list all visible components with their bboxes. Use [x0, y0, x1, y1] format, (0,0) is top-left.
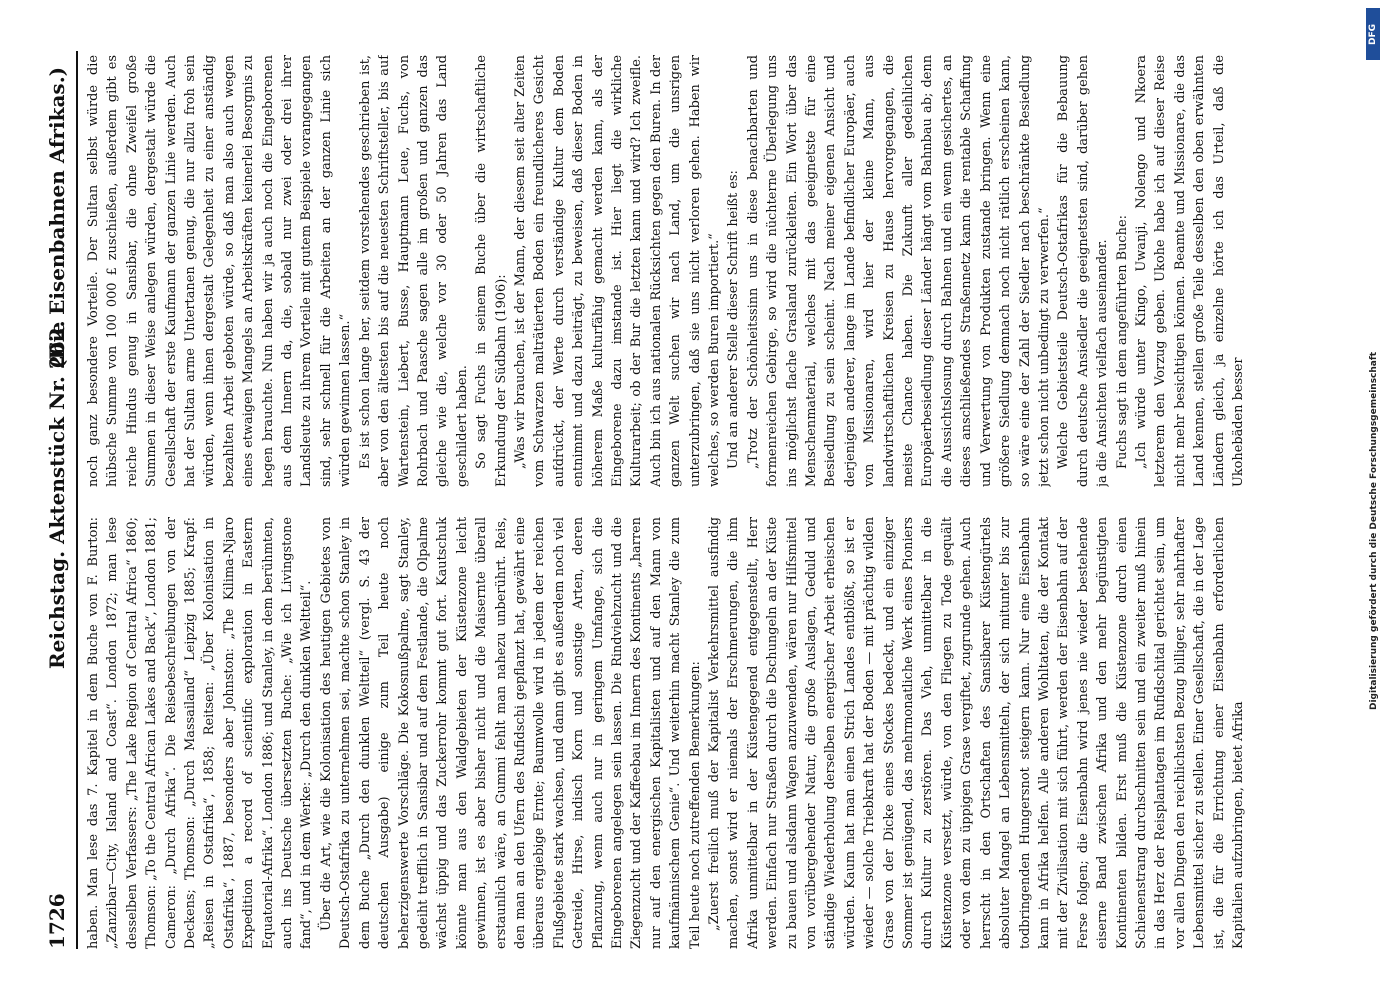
paragraph: „Trotz der Schönheitssinn uns in diese benachbarten und formenreichen Gebirge, so wird die nüchterne Überlegung uns ins möglichst flache Grasland zurückleiten. Ein Wort über das Menschenmaterial, welches mit das geeignetste für eine Besiedlung zu sein scheint. Nach meiner eigenen Ansicht und derjenigen anderer, lange im Lande befindlicher Europäer, auch von Missionaren, wird hier der kleine Mann, aus landwirtschaftlichen Kreisen zu Hause hervorgegangen, die meiste Chance haben. Die Zukunft aller gedeihlichen Europäerbesiedlung dieser Länder hängt vom Bahnbau ab; denn die Aussichtslosung durch Bahnen und ein wenn gesichertes, an dieses anschließendes Straßennetz kann die rentable Schaffung und Verwertung von Produkten zustande bringen. Wenn eine größere Siedlung demnach noch nicht rätlich erscheinen kann, so wäre eine der Zahl der Siedler nach beschränkte Besiedlung jetzt schon nicht unbedingt zu verwerfen.“: [745, 55, 1052, 487]
paragraph: Welche Gebietsteile Deutsch-Ostafrikas für die Bebauung durch deutsche Ansiedler die geeignetsten sind, darüber gehen ja die Ansichten vielfach auseinander.: [1056, 55, 1111, 487]
page-subtitle: (Die Eisenbahnen Afrikas.): [45, 66, 69, 369]
dfg-logo: DFG: [1366, 8, 1380, 60]
left-column: [84, 517, 1330, 949]
document-page: [40, 45, 1330, 955]
digitization-notice: Digitalisierung gefördert durch die Deutsche Forschungsgemeinschaft: [1369, 351, 1379, 710]
paragraph: Über die Art, wie die Kolonisation des heutigen Gebietes von Deutsch-Ostafrika zu unternehmen sei, machte schon Stanley in dem Buche „Durch den dunklen Weltteil“ (vergl. S. 43 der deutschen Ausgabe) einige zum Teil heute noch beherzigenswerte Vorschläge. Die Kokosnußpalme, sagt Stanley, gedeiht trefflich in Sansibar und auf dem Festlande, die Olpalme wächst üppig und das Zuckerrohr kommt gut fort. Kautschuk könnte man aus den Waldgebieten der Küstenzone leicht gewinnen, ist es aber bisher nicht und die Maisernte überall erstaunlich wäre, an Gummi fehlt man nahezu unberührt. Reis, den man an den Ufern des Rufidschi gepflanzt hat, gewährt eine überaus ergiebige Ernte; Baumwolle wird in jedem der reichen Flußgebiete stark wachsen, und dann gibt es außerdem noch viel Getreide, Hirse, indisch Korn und sonstige Arten, deren Pflanzung, wenn auch nur in geringem Umfange, sich die Eingeborenen angelegen sein lassen. Die Rindviehzucht und die Ziegenzucht und der Kaffeebau im Innern des Kontinents „harren nur auf den energischen Kapitalisten und auf den Mann von kaufmännischem Genie“. Und weiterhin macht Stanley die zum Teil heute noch zutreffenden Bemerkungen:: [318, 517, 703, 949]
header-rule: [76, 51, 78, 949]
paragraph: „Was wir brauchen, ist der Mann, der diesem seit alter Zeiten vom Schwarzen malträtierten Boden ein freundlicheres Gesicht aufdrückt, der Werte durch verständige Kultur dem Boden entnimmt und dazu beiträgt, zu beweisen, daß dieser Boden in höherem Maße kulturfähig gemacht werden kann, als der Eingeborene dazu imstande ist. Hier liegt die wirkliche Kulturarbeit; ob der Bur die letzten kann und wird? Ich zweifle. Auch bin ich aus nationalen Rücksichten gegen den Buren. In der ganzen Welt suchen wir nach Land, um die unsrigen unterzubringen, daß sie uns nicht verloren gehen. Haben wir welches, so werden Buren importiert.“: [512, 55, 722, 487]
paragraph: haben. Man lese das 7. Kapitel in dem Buche von F. Burton: „Zanzibar—City, Island and Coast“. London 1872; man lese desselben Verfassers: „The Lake Region of Central Africa“ 1860; Thomson: „To the Central African Lakes and Back“, London 1881; Cameron: „Durch Afrika“. Die Reisebeschreibungen von der Deckens; Thomson: „Durch Massailand“ Leipzig 1885; Krapf: „Reisen in Ostafrika“, 1858; Reitsen: „Über Kolonisation in Ostafrika“, 1887, besonders aber Johnston: „The Kilima-Njaro Expedition a record of scientific exploration in Eastern Equatorial-Afrika“. London 1886; und Stanley, in dem berühmten, auch ins Deutsche übersetzten Buche: „Wie ich Livingstone fand“, und in dem Werke: „Durch den dunklen Weltteil“.: [86, 517, 315, 949]
paragraph: Es ist schon lange her, seitdem vorstehendes geschrieben ist, aber von den ältesten bis auf die neuesten Schriftsteller, bis auf Wartenstein, Liebert, Busse, Hauptmann Leue, Fuchs, von Rohrbach und Paasche sagen alle im großen und ganzen das gleiche wie die, welche vor 30 oder 50 Jahren das Land geschildert haben.: [357, 55, 470, 487]
paragraph: „Ich würde unter Kingo, Uwanji, Nolengo und Nkoera letzterem den Vorzug geben. Ukohe habe ich auf dieser Reise nicht mehr besichtigen können. Beamte und Missionare, die das Land kennen, stellen große Teile desselben den oben erwähnten Ländern gleich, ja einzelne hörte ich das Urteil, daß die Ukohebäden besser: [1133, 55, 1246, 487]
page-title: Reichstag. Aktenstück Nr. 262.: [45, 320, 69, 669]
right-column: [84, 55, 1330, 487]
paragraph: „Zuerst freilich muß der Kapitalist Verkehrsmittel ausfindig machen, sonst wird er niemals der Erschmerungen, die ihm Afrika unmittelbar in der Küstengegend entgegenstellt, Herr werden. Einfach nur Straßen durch die Dschungeln an der Küste zu bauen und alsdann Wagen anzuwenden, wären nur Hilfsmittel von vorübergehender Natur, die große Auslagen, Geduld und ständige Wiederholung derselben energischer Arbeit erheischen würden. Kaum hat man einen Strich Landes entblößt, so ist er wieder — solche Triebkraft hat der Boden — mit prächtig wilden Grase von der Dicke eines Stockes bedeckt, und ein einziger Sommer ist genügend, das mehrmonatliche Werk eines Pioniers durch Kultur zu zerstören. Das Vieh, unmittelbar in die Küstenzone versetzt, würde, von den Fliegen zu Tode gequält oder von dem zu üppigen Grase vergiftet, zugrunde gehen. Auch herrscht in den Ortschaften des Sansibarer Küstengürtels absoluter Mangel an Lebensmitteln, der sich mitunter bis zur todbringenden Hungersnot steigern kann. Nur eine Eisenbahn kann in Afrika helfen. Alle anderen Wohltaten, die der Kontakt mit der Zivilisation mit sich führt, werden der Eisenbahn auf der Ferse folgen; die Eisenbahn wird jenes nie wieder bestehende eiserne Band zwischen Afrika und den mehr begünstigten Kontinenten bilden. Erst muß die Küstenzone durch einen Schienenstrang durchschnitten sein und ein zweiter muß hinein in das Herz der Reisplantagen im Rufidschital gerichtet sein, um vor allen Dingen den reichlichsten Bezug billiger, sehr nahrhafter Lebensmittel sicher zu stellen. Einer Gesellschaft, die in der Lage ist, die für die Errichtung einer Eisenbahn erforderlichen Kapitalien aufzubringen, bietet Afrika: [707, 517, 1246, 949]
paragraph: Fuchs sagt in dem angeführten Buche:: [1114, 215, 1130, 469]
paragraph: noch ganz besondere Vorteile. Der Sultan selbst würde die hübsche Summe von 100 000 £ zuschießen, außerdem gibt es reiche Hindus genug in Sansibar, die ohne Zweifel große Summen in dieser Weise anlegen würden, dergestalt würde die Gesellschaft der erste Kaufmann der ganzen Linie werden. Auch hat der Sultan arme Untertanen genug, die nur allzu froh sein würden, wenn ihnen dergestalt Gelegenheit zu einer anständig bezahlten Arbeit geboten würde, so daß man also auch wegen eines etwaigen Mangels an Arbeitskräften keinerlei Besorgnis zu hegen brauchte. Nun haben wir ja auch noch die Eingeborenen aus dem Innern da, die, sobald nur zwei oder drei ihrer Landsleute zu ihrem Vorteile mit gutem Beispiele vorangegangen sind, sehr schnell für die Arbeiten an der ganzen Linie sich würden gewinnen lassen.“: [86, 55, 354, 487]
paragraph: Und an anderer Stelle dieser Schrift heißt es:: [726, 170, 742, 469]
page-header: [40, 51, 74, 949]
page-number: 1726: [45, 893, 69, 949]
paragraph: So sagt Fuchs in seinem Buche über die wirtschaftliche Erkundung der Südbahn (1906):: [474, 55, 509, 487]
